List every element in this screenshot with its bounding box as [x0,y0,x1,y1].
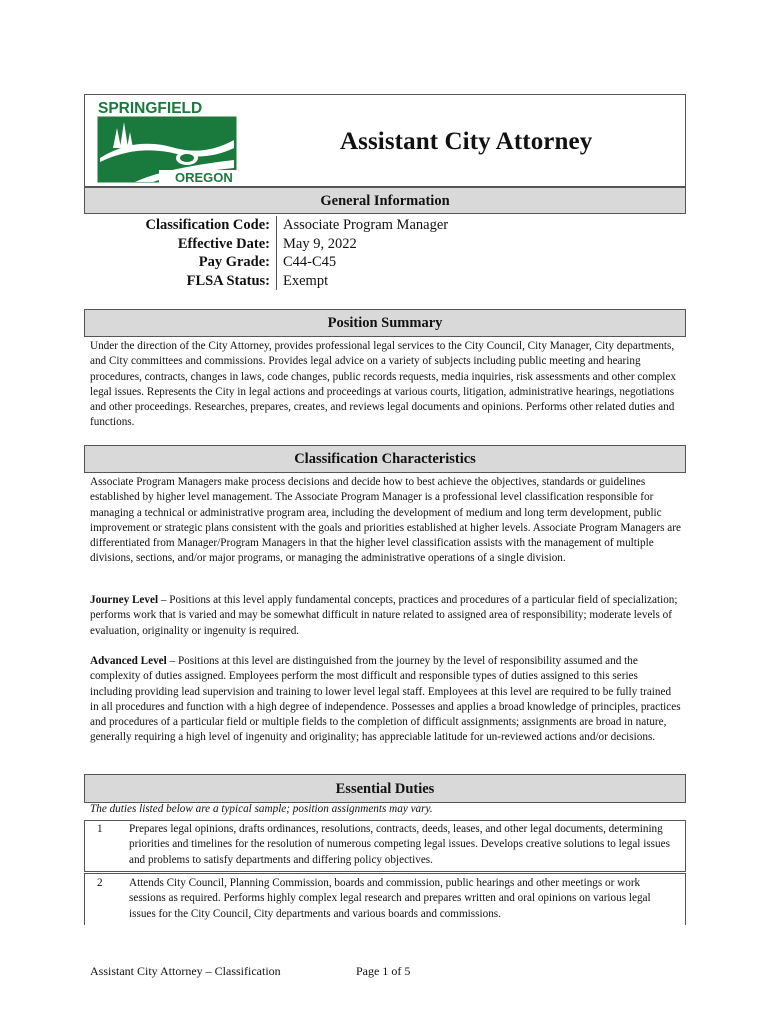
logo-top-text: SPRINGFIELD [98,100,203,117]
page-title: Assistant City Attorney [340,128,593,155]
duty-text: Prepares legal opinions, drafts ordinances, resolutions, contracts, deeds, leases, and other legal documents, determining priorities and timelines for the resolution of numerous competing legal issues. Develops creative solutions to legal issues and problems to satisfy departments and differing policy objectives. [129,823,670,866]
info-value: Exempt [283,272,329,289]
duty-number: 1 [97,823,103,835]
info-label: Classification Code: [84,216,277,235]
header-box [84,94,686,187]
journey-level-text: – Positions at this level apply fundamental concepts, practices and procedures of a particular field of specialization; performs work that is varied and may be somewhat difficult in nature related to assigned area of responsibility; moderate levels of evaluation, originality or ingenuity is required. [90,594,678,637]
info-row [84,235,686,254]
duty-number: 2 [97,877,103,889]
advanced-level-paragraph [90,654,682,746]
page-number: Page 1 of 5 [356,964,411,978]
info-label: Effective Date: [84,235,277,254]
duty-item [84,820,686,872]
info-value: May 9, 2022 [283,235,357,252]
advanced-level-label: Advanced Level [90,655,167,667]
position-summary-text: Under the direction of the City Attorney, provides professional legal services to the City Council, City Manager, City departments, and City committees and commissions. Provides legal advice on a variety of subjects including public meeting and hearing procedures, contracts, changes in laws, code changes, public records requests, media inquiries, risk assessments and other complex legal issues. Represents the City in legal actions and proceedings at various courts, litigation, administrative hearings, negotiations and other proceedings. Researches, prepares, creates, and reviews legal documents and opinions. Performs other related duties and functions. [90,340,676,429]
springfield-oregon-logo [95,98,240,184]
position-summary-heading: Position Summary [84,309,686,337]
info-label: Pay Grade: [84,253,277,272]
advanced-level-text: – Positions at this level are distinguished from the journey by the level of responsibility assumed and the complexity of duties assigned. Employees perform the most difficult and responsible types of duties assigned to this series including providing lead supervision and training to lower level legal staff. Employees at this level are required to be fully trained in all procedures and function with a high degree of independence. Possesses and applies a broad knowledge of principles, practices and procedures of a particular field or multiple fields to the completion of difficult assignments; assignments are broad in nature, generally requiring a high level of ingenuity and originality; has appreciable latitude for un-reviewed actions and/or decisions. [90,655,681,744]
duties-note: The duties listed below are a typical sample; position assignments may vary. [90,803,433,815]
info-value: C44-C45 [283,254,337,270]
general-info-heading: General Information [84,187,686,214]
logo-bottom-text: OREGON [175,170,233,184]
journey-level-paragraph [90,593,682,639]
duty-item [84,873,686,925]
journey-level-label: Journey Level [90,594,159,606]
classification-heading: Classification Characteristics [84,445,686,473]
info-value: Associate Program Manager [283,217,449,233]
info-row [84,216,686,235]
general-info-table [84,216,686,290]
footer-title: Assistant City Attorney – Classification [90,964,281,978]
info-row [84,272,686,291]
info-row [84,253,686,272]
duty-text: Attends City Council, Planning Commission, boards and commission, public hearings and other meetings or work sessions as required. Performs highly complex legal research and prepares written and oral opinions on various legal issues for the City Council, City departments and various boards and commissions. [129,877,651,920]
essential-duties-heading: Essential Duties [84,774,686,803]
classification-intro: Associate Program Managers make process decisions and decide how to best achieve the objectives, standards or guidelines established by higher level management. The Associate Program Manager is a professional level classification responsible for managing a technical or administrative program area, including the development of medium and long term development, public improvement or strategic plans consistent with the goals and priorities established at higher levels. Associate Program Managers are differentiated from Manager/Program Managers in that the higher level classification assists with the management of multiple divisions, sections, and/or major programs, or managing the administrative operations of a single division. [90,476,681,565]
info-label: FLSA Status: [84,272,277,291]
